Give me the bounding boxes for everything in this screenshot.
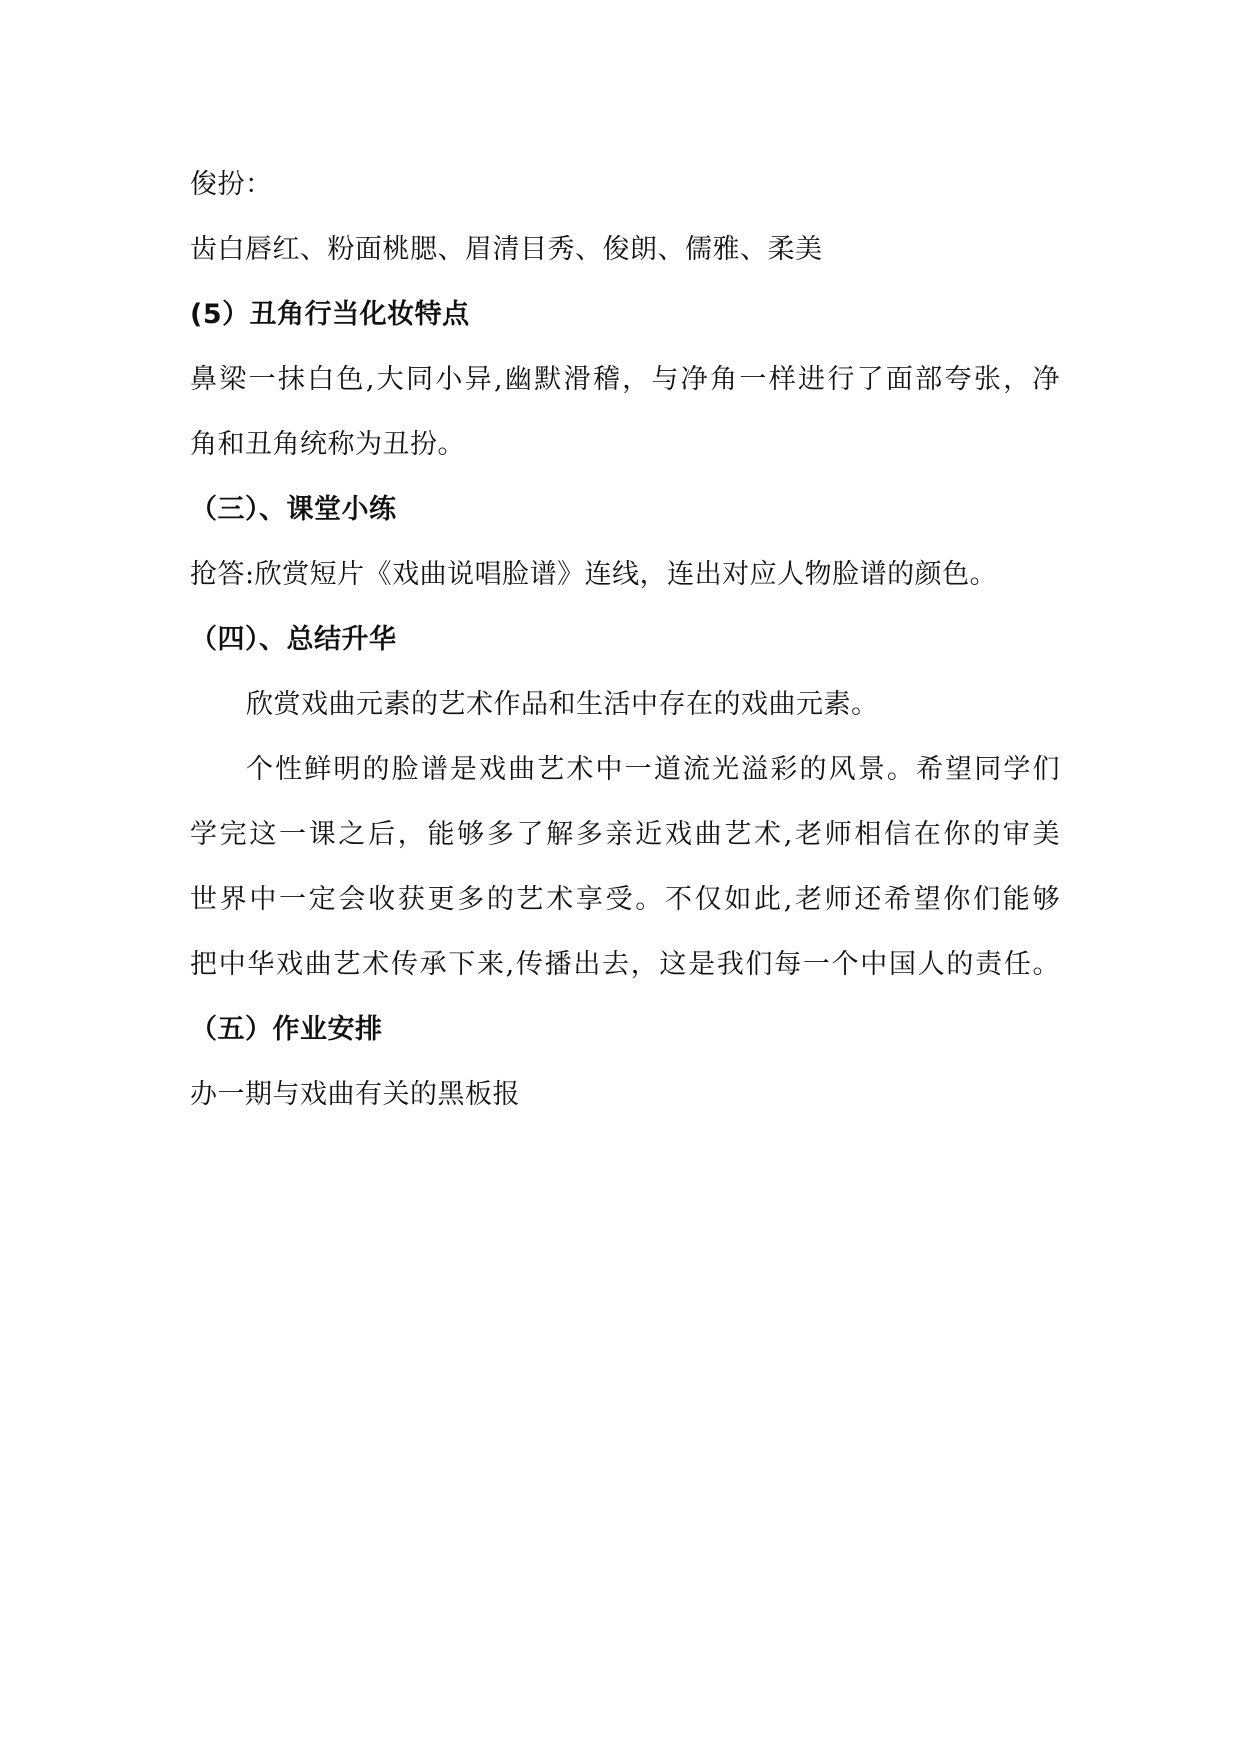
section-heading-chou-makeup: (5）丑角行当化妆特点 — [190, 299, 470, 330]
junban-label: 俊扮： — [190, 169, 273, 200]
paragraph-summary-2-line-3: 世界中一定会收获更多的艺术享受。不仅如此,老师还希望你们能够 — [190, 884, 1060, 915]
paragraph-summary-2-line-4: 把中华戏曲艺术传承下来,传播出去，这是我们每一个中国人的责任。 — [190, 949, 1060, 980]
paragraph-homework: 办一期与戏曲有关的黑板报 — [190, 1079, 520, 1110]
section-heading-practice: （三）、课堂小练 — [190, 494, 397, 525]
paragraph-summary-1: 欣赏戏曲元素的艺术作品和生活中存在的戏曲元素。 — [246, 689, 879, 720]
section-heading-summary: （四）、总结升华 — [190, 624, 397, 655]
junban-description: 齿白唇红、粉面桃腮、眉清目秀、俊朗、儒雅、柔美 — [190, 234, 823, 265]
paragraph-summary-2-line-1: 个性鲜明的脸谱是戏曲艺术中一道流光溢彩的风景。希望同学们 — [246, 754, 1060, 785]
paragraph-practice: 抢答:欣赏短片《戏曲说唱脸谱》连线，连出对应人物脸谱的颜色。 — [190, 559, 998, 590]
paragraph-summary-2-line-2: 学完这一课之后，能够多了解多亲近戏曲艺术,老师相信在你的审美 — [190, 819, 1060, 850]
paragraph-chou-line-1: 鼻梁一抹白色,大同小异,幽默滑稽，与净角一样进行了面部夸张，净 — [190, 364, 1060, 395]
section-heading-homework: （五）作业安排 — [190, 1014, 383, 1045]
paragraph-chou-line-2: 角和丑角统称为丑扮。 — [190, 429, 465, 460]
